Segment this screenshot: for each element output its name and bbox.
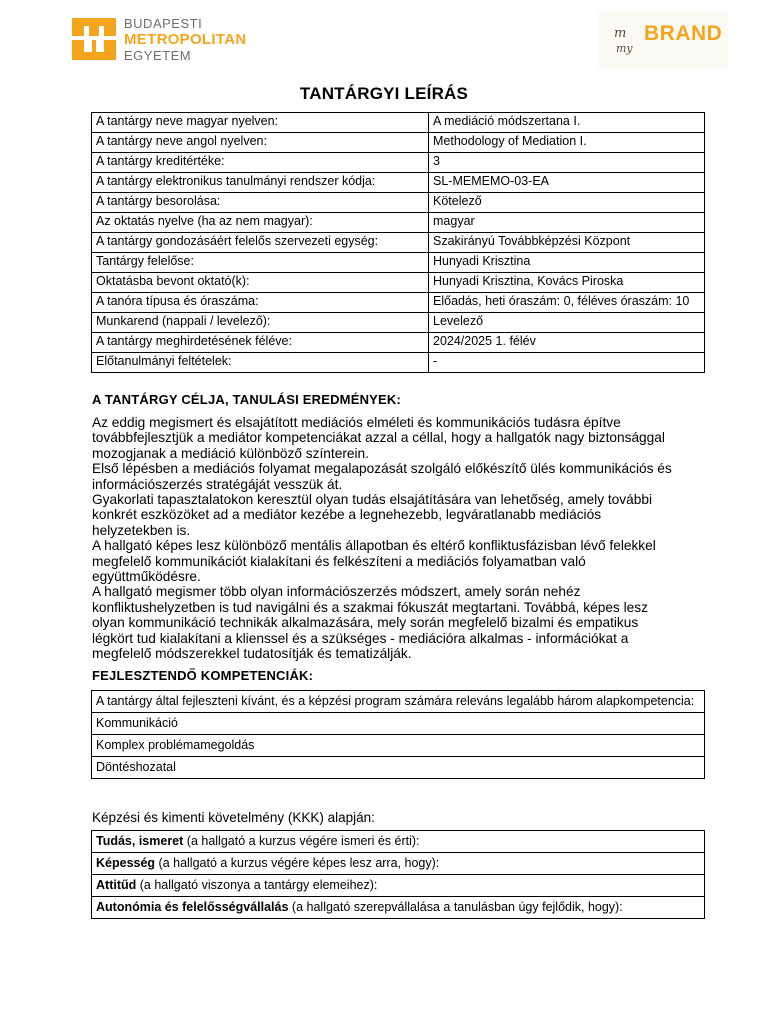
- info-value: Szakirányú Továbbképzési Központ: [429, 233, 705, 253]
- info-label: Az oktatás nyelve (ha az nem magyar):: [92, 213, 429, 233]
- info-label: Munkarend (nappali / levelező):: [92, 313, 429, 333]
- brand-logo: [598, 12, 728, 68]
- university-name-line1: BUDAPESTI: [124, 15, 203, 31]
- competency-item: Komplex problémamegoldás: [92, 735, 705, 757]
- goals-text: [92, 415, 674, 662]
- table-row: [92, 735, 705, 757]
- table-row: [92, 333, 705, 353]
- info-value: Levelező: [429, 313, 705, 333]
- info-value: Hunyadi Krisztina, Kovács Piroska: [429, 273, 705, 293]
- table-row: [92, 193, 705, 213]
- table-row: [92, 831, 705, 853]
- university-name-line3: EGYETEM: [124, 47, 192, 63]
- info-label: A tantárgy meghirdetésének féléve:: [92, 333, 429, 353]
- requirement-desc: (a hallgató viszonya a tantárgy elemeihez):: [136, 878, 378, 892]
- goals-paragraph: A hallgató képes lesz különböző mentális állapotban és eltérő konfliktusfázisban lévő felekkel megfelelő kommunikációt kialakítani és felkészíteni a mediációs folyamatban való együttműködésre.: [92, 538, 656, 585]
- competency-item: Döntéshozatal: [92, 757, 705, 779]
- competencies-heading: FEJLESZTENDŐ KOMPETENCIÁK:: [92, 668, 314, 683]
- table-row: [92, 173, 705, 193]
- info-label: A tantárgy neve magyar nyelven:: [92, 113, 429, 133]
- goals-paragraph: Első lépésben a mediációs folyamat megalapozását szolgáló előkészítő ülés kommunikációs és információszerzés stratégáját vesszük át.: [92, 461, 672, 492]
- university-logo: [72, 14, 246, 64]
- info-value: Előadás, heti óraszám: 0, féléves óraszám: 10: [429, 293, 705, 313]
- competencies-table: [91, 690, 705, 779]
- requirement-cell: [92, 831, 705, 853]
- table-row: [92, 875, 705, 897]
- table-row: [92, 293, 705, 313]
- info-label: Tantárgy felelőse:: [92, 253, 429, 273]
- requirement-title: Tudás, ismeret: [96, 834, 184, 848]
- info-value: 2024/2025 1. félév: [429, 333, 705, 353]
- info-value: Methodology of Mediation I.: [429, 133, 705, 153]
- table-row: [92, 253, 705, 273]
- info-value: Kötelező: [429, 193, 705, 213]
- info-label: A tantárgy elektronikus tanulmányi rendszer kódja:: [92, 173, 429, 193]
- table-row: [92, 757, 705, 779]
- info-label: A tantárgy neve angol nyelven:: [92, 133, 429, 153]
- goals-heading: A TANTÁRGY CÉLJA, TANULÁSI EREDMÉNYEK:: [92, 392, 402, 407]
- table-row: [92, 213, 705, 233]
- competency-item: Kommunikáció: [92, 713, 705, 735]
- brand-logo-small: my: [616, 42, 633, 55]
- table-row: [92, 713, 705, 735]
- info-value: 3: [429, 153, 705, 173]
- university-emblem-icon: [72, 16, 116, 62]
- info-label: Oktatásba bevont oktató(k):: [92, 273, 429, 293]
- page-title: TANTÁRGYI LEÍRÁS: [299, 84, 469, 103]
- info-value: -: [429, 353, 705, 373]
- competencies-intro: A tantárgy által fejleszteni kívánt, és a képzési program számára releváns legalább három alapkompetencia:: [92, 691, 705, 713]
- requirement-title: Autonómia és felelősségvállalás: [96, 900, 289, 914]
- kkk-label: Képzési és kimenti követelmény (KKK) alapján:: [92, 810, 375, 825]
- info-value: magyar: [429, 213, 705, 233]
- course-info-table: [91, 112, 705, 373]
- goals-paragraph: Gyakorlati tapasztalatokon keresztül olyan tudás elsajátítására van lehetőség, amely további konkrét eszközöket ad a mediátor kezébe a legnehezebb, legváratlanabb mediációs helyzetekben is.: [92, 492, 652, 538]
- table-row: [92, 313, 705, 333]
- requirement-desc: (a hallgató a kurzus végére ismeri és érti):: [183, 834, 420, 848]
- table-row: [92, 897, 705, 919]
- table-row: [92, 233, 705, 253]
- info-label: A tantárgy besorolása:: [92, 193, 429, 213]
- table-row: [92, 113, 705, 133]
- requirement-cell: [92, 875, 705, 897]
- table-row: [92, 353, 705, 373]
- goals-paragraph: A hallgató megismer több olyan információszerzés módszert, amely során nehéz konfliktushelyzetben is tud navigálni és a szakmai fókuszát megtartani. Továbbá, képes lesz olyan kommunikáció technikák alkalmazására, mely során megfelelő bizalmi és empatikus légkört tud kialakítani a klienssel és a szükséges - mediációra alkalmas - információkat a megfelelő módszerekkel tudatosítják és tematizálják.: [92, 584, 648, 662]
- info-label: A tanóra típusa és óraszáma:: [92, 293, 429, 313]
- brand-logo-word: BRAND: [644, 22, 723, 45]
- table-row: [92, 273, 705, 293]
- info-value: A mediáció módszertana I.: [429, 113, 705, 133]
- brand-logo-prefix: m: [614, 26, 627, 41]
- goals-paragraph: Az eddig megismert és elsajátított mediációs elméleti és kommunikációs tudásra építve továbbfejlesztjük a mediátor kompetenciákat azzal a céllal, hogy a hallgatók nagy biztonsággal mozogjanak a mediáció különböző színterein.: [92, 415, 665, 461]
- table-row: [92, 853, 705, 875]
- table-row: [92, 133, 705, 153]
- info-label: A tantárgy gondozásáért felelős szervezeti egység:: [92, 233, 429, 253]
- university-name-line2: METROPOLITAN: [124, 30, 247, 48]
- table-row: [92, 153, 705, 173]
- table-row: [92, 691, 705, 713]
- info-label: Előtanulmányi feltételek:: [92, 353, 429, 373]
- course-info-rows: [92, 113, 705, 373]
- requirement-title: Képesség: [96, 856, 156, 870]
- info-label: A tantárgy kreditértéke:: [92, 153, 429, 173]
- requirement-cell: [92, 897, 705, 919]
- requirement-cell: [92, 853, 705, 875]
- requirement-title: Attitűd: [96, 878, 137, 892]
- requirements-table: [91, 830, 705, 919]
- requirement-desc: (a hallgató szerepvállalása a tanulásban úgy fejlődik, hogy):: [288, 900, 623, 914]
- requirement-desc: (a hallgató a kurzus végére képes lesz arra, hogy):: [155, 856, 440, 870]
- info-value: SL-MEMEMO-03-EA: [429, 173, 705, 193]
- info-value: Hunyadi Krisztina: [429, 253, 705, 273]
